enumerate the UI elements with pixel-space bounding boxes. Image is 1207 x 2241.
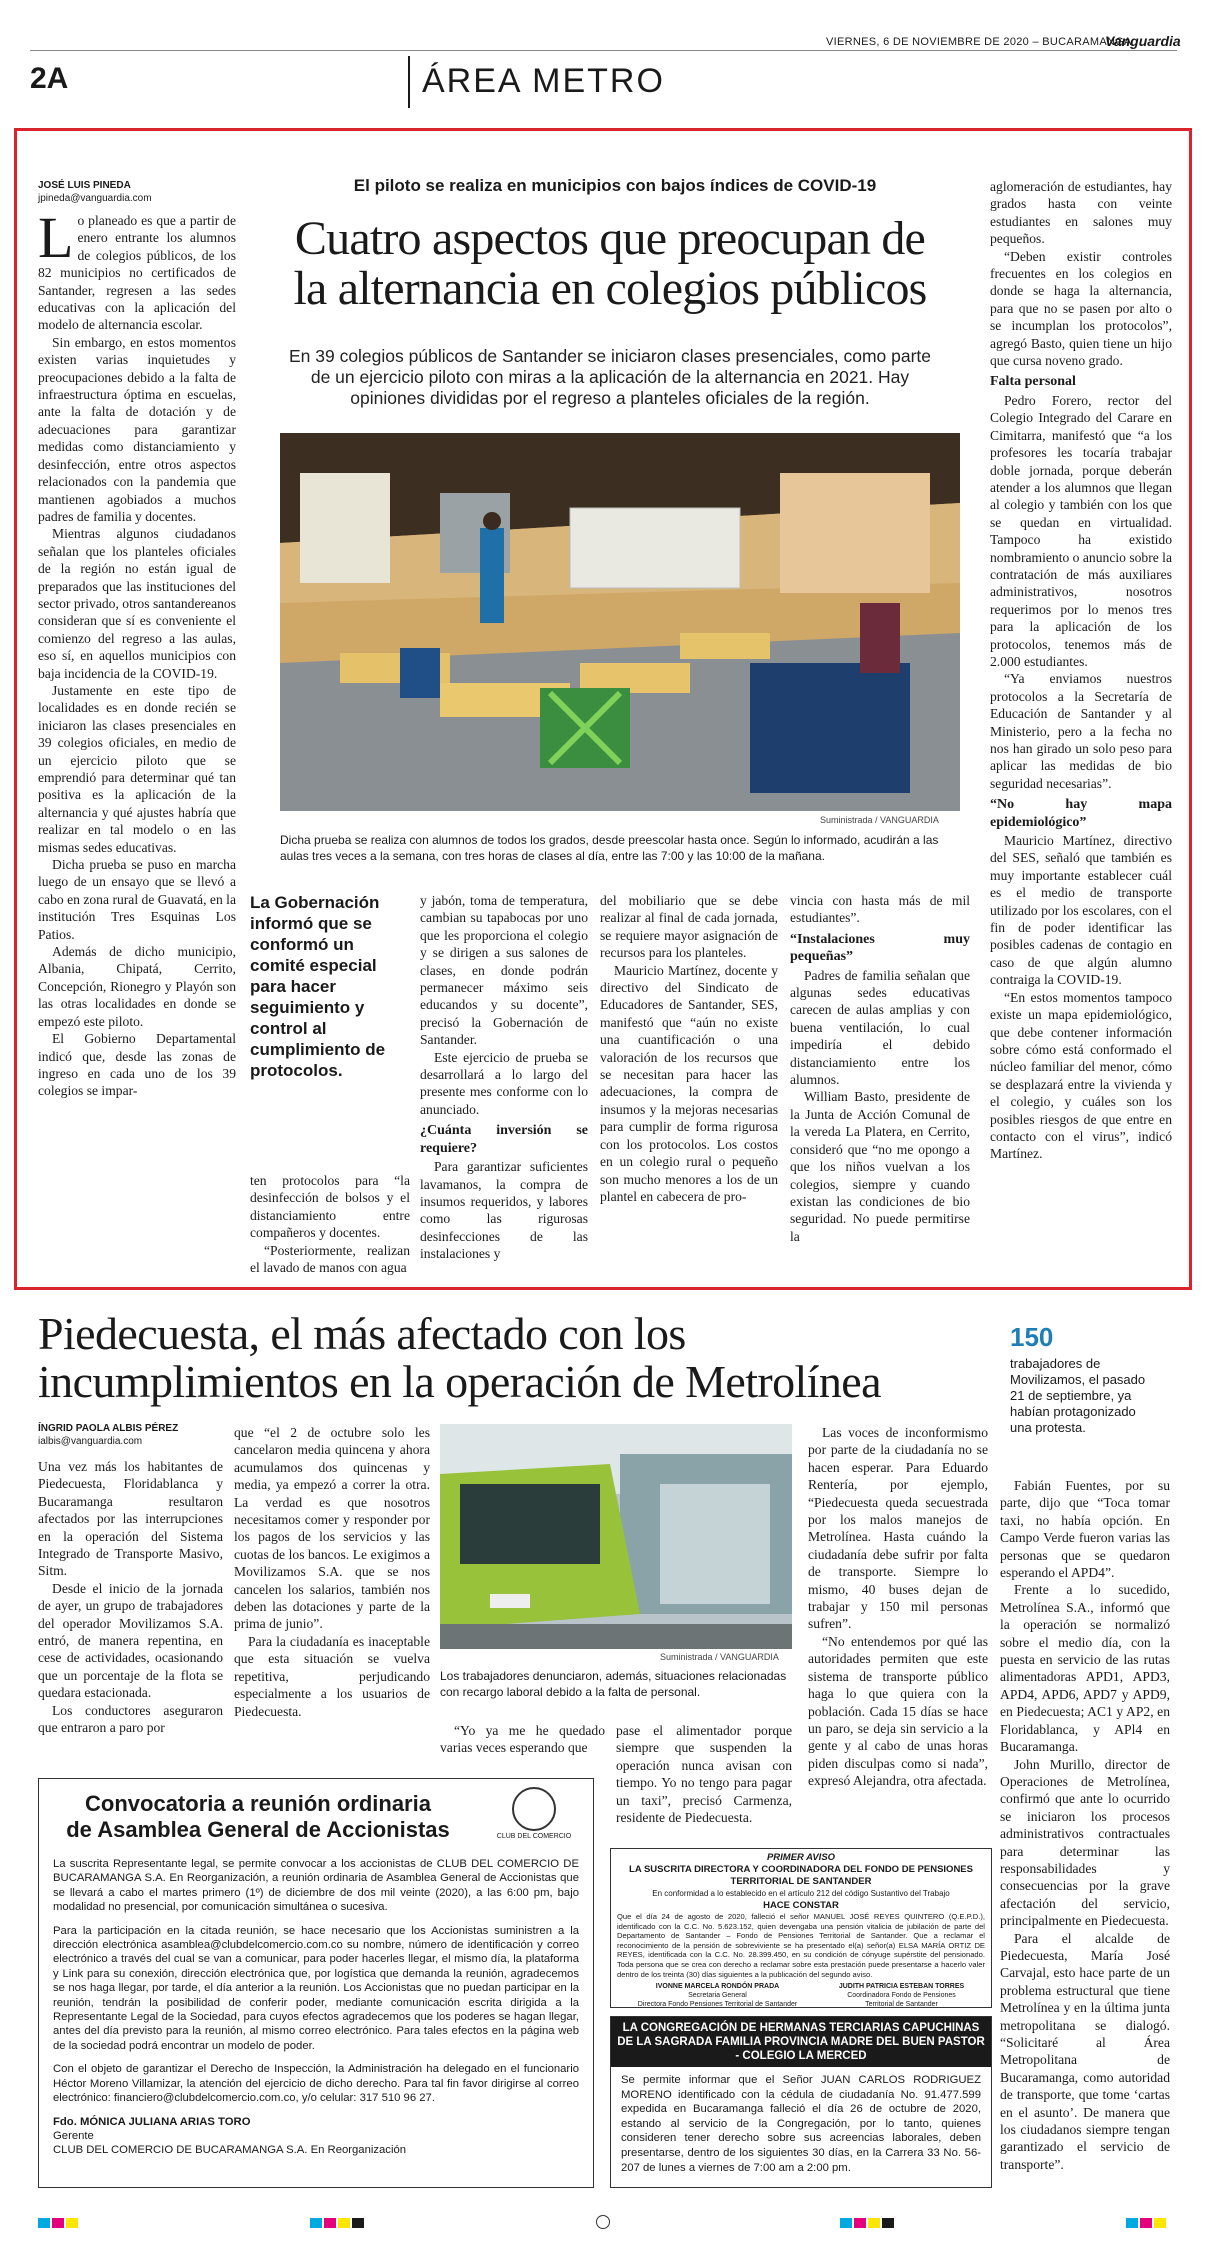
color-swatch-group [840, 2215, 896, 2227]
article1-headline-line1: Cuatro aspectos que preocupan de [294, 212, 926, 265]
article2-paragraph: Los conductores aseguraron que entraron a paro por [38, 1702, 223, 1736]
article2-column-2 [234, 1424, 430, 1769]
article1-paragraph: “Ya enviamos nuestros protocolos a la Secretaría de Educación de Santander y al Ministerio, pero a la fecha no nos han girado un solo peso para aplicar las medidas de bio seguridad necesarias”. [990, 671, 1172, 791]
article2-column-5 [808, 1424, 988, 1814]
article1-paragraph: Este ejercicio de prueba se desarrollará a lo largo del presente mes conforme con lo anunciado. [420, 1049, 588, 1117]
header-divider [408, 56, 410, 108]
article1-headline [240, 214, 980, 314]
article1-column-3 [420, 892, 588, 1277]
article1-paragraph: vincia con hasta más de mil estudiantes”. [790, 893, 970, 926]
ad2-signatures [617, 1982, 985, 2009]
article2-column-1 [38, 1458, 223, 1768]
article2-stat-number: 150 [1010, 1322, 1054, 1352]
article1-column-4 [600, 892, 778, 1277]
ad1-title-line2: de Asamblea General de Accionistas [66, 1817, 450, 1842]
article1-column-5 [790, 892, 970, 1277]
ad2-signature-2 [839, 1982, 964, 2009]
ad1-paragraph-3: Con el objeto de garantizar el Derecho de Inspección, la Administración ha delegado en el funcionario Héctor Moreno Villamizar, la atención del ejercicio de dicho derecho. Para tal fin favor dirigirse al correo electrónico: financiero@clubdelcomercio.com.co, y/o celular: 317 510 96 27. [53, 2063, 579, 2105]
article2-paragraph: que “el 2 de octubre solo les cancelaron media quincena y ahora acumulamos dos quincenas y media, ya empezó a correr la otra. La verdad es que nosotros necesitamos comer y responder por los pagos de los servicios y las cuotas de los bancos. Le exigimos a Movilizamos S.A. que se nos cancelen los salarios, también nos deben las dotaciones y parte de la prima de junio”. [234, 1425, 430, 1632]
article2-headline-line2: incumplimientos en la operación de Metrolínea [38, 1356, 881, 1407]
article2-headline [38, 1310, 1018, 1406]
article1-paragraph: ten protocolos para “la desinfección de bolsos y el distanciamiento entre compañeros y docentes. [250, 1173, 410, 1241]
article2-paragraph: Frente a lo sucedido, Metrolínea S.A., informó que la operación se normalizó sobre el medio día, con la puesta en servicio de las rutas alimentadoras APD1, APD3, APD4, APD6, APD7 y APD9, en Piedecuesta; AC1 y AP2, en Floridablanca, y APl4 en Bucaramanga. [1000, 1582, 1170, 1755]
article1-pullquote: La Gobernación informó que se conformó un comité especial para hacer seguimiento y control al cumplimiento de protocolos. [250, 893, 386, 1080]
ad1-title-line1: Convocatoria a reunión ordinaria [85, 1791, 431, 1816]
article1-paragraph: Mauricio Martínez, directivo del SES, señaló que también es muy importante establecer cuál es el medio de transporte utilizado por los escolares, con el fin de poder identificar las posibles cadenas de contagio en caso de que algún alumno contraiga la COVID-19. [990, 833, 1172, 988]
article1-headline-line2: la alternancia en colegios públicos [293, 262, 927, 315]
article1-paragraph: El Gobierno Departamental indicó que, desde las zonas de ingreso en cada uno de los 39 colegios se impar- [38, 1031, 236, 1099]
article1-email: jpineda@vanguardia.com [38, 193, 152, 204]
brand-logo: Vanguardia [1105, 33, 1181, 49]
article1-paragraph: Mauricio Martínez, docente y directivo del Sindicato de Educadores de Santander, SES, manifestó que “aún no existe una cuantificación o una valoración de los recursos que se necesitan para hacer las adecuaciones, la compra de insumos y la mejoras necesarias para cumplir de forma rigurosa con los protocolos. Los costos en un colegio rural o pequeño son mucho menores a los de un plantel en cabecera de pro- [600, 962, 778, 1204]
article1-column-2 [250, 1172, 410, 1276]
ad2-hace: HACE CONSTAR [763, 1900, 839, 1911]
section-title: ÁREA METRO [422, 62, 665, 100]
congregation-notice [610, 2016, 992, 2188]
article1-paragraph: Pedro Forero, rector del Colegio Integrado del Carare en Cimitarra, manifestó que “a los profesores les tocaría trabajar doble jornada, porque deberán atender a los alumnos que llegan al colegio y también con los que se quedan en virtualidad. Tampoco ha existido nombramiento o anuncio sobre la contratación de más auxiliares administrativos, nosotros requerimos por lo menos tres para la aplicación de los protocolos, tenemos más de 2.000 estudiantes. [990, 392, 1172, 669]
ad2-sign2-role: Coordinadora Fondo de Pensiones [847, 1992, 956, 2000]
color-swatch-group [38, 2215, 80, 2227]
ad1-body [53, 1857, 579, 2158]
article1-subhead-personal: Falta personal [990, 374, 1076, 390]
article2-stat-text: trabajadores de Movilizamos, el pasado 21 de septiembre, ya habían protagonizado una protesta. [1010, 1356, 1146, 1435]
ad2-sign1-role: Secretaria General [688, 1992, 747, 2000]
ad2-signature-1 [638, 1982, 797, 2009]
article2-column-6 [1000, 1477, 1170, 2187]
article1-subhead-inversion: ¿Cuánta inversión se requiere? [420, 1123, 588, 1156]
article2-photo-credit: Suministrada / VANGUARDIA [660, 1652, 779, 1662]
article2-paragraph: Las voces de inconformismo por parte de la ciudadanía no se hacen esperar. Para Eduardo Rentería, por ejemplo, “Piedecuesta queda secuestrada por los malos manejos de Metrolínea. Hasta cuándo la ciudadanía debe sufrir por falta de transporte. Siempre lo mismo, 40 buses dejan de trabajar y 150 mil personas sufren”. [808, 1425, 988, 1632]
ad1-signature-name: Fdo. MÓNICA JULIANA ARIAS TORO [53, 2115, 251, 2128]
article1-paragraph: o planeado es que a partir de enero entrante los alumnos de colegios públicos, de los 82 municipios no certificados de Santander, regresen a las sedes educativas con la aplicación del modelo de alternancia escolar. [38, 213, 236, 333]
article1-paragraph: “Deben existir controles frecuentes en los colegios en donde se haga la alternancia, para que no se pasen por alto o se incumplan los protocolos”, agregó Basto, quien tiene un hijo que cursa noveno grado. [990, 248, 1172, 369]
article2-email: ialbis@vanguardia.com [38, 1436, 143, 1447]
article1-dropcap: L [38, 205, 74, 270]
article1-paragraph: del mobiliario que se debe realizar al final de cada jornada, se requiere mayor asignación de recursos para los planteles. [600, 893, 778, 961]
ad2-sub: En conformidad a lo establecido en el artículo 212 del código Sustantivo del Trabajo [652, 1889, 950, 1898]
ad1-paragraph-1: La suscrita Representante legal, se permite convocar a los accionistas de CLUB DEL COMERCIO DE BUCARAMANGA S.A. En Reorganización, a reunión ordinaria de Asamblea General de Accionistas que se llevará a cabo el martes primero (1º) de diciembre de dos mil veinte (2020), a las 6:00 pm, bajo modalidad no presencial, por comunicación simultánea o sucesiva. [53, 1858, 579, 1914]
color-swatch-group [310, 2215, 366, 2227]
club-comercio-logo [489, 1787, 579, 1840]
article1-paragraph: Sin embargo, en estos momentos existen varias inquietudes y preocupaciones debido a la falta de infraestructura óptima en escuelas, ante la falta de dotación y de adecuaciones para garantizar medidas como distanciamiento y desinfección, entre otros aspectos relacionados con la pandemia que mantienen agobiados a muchos padres de familia y docentes. [38, 334, 236, 524]
club-comercio-ad [38, 1778, 594, 2188]
article1-deck: En 39 colegios públicos de Santander se iniciaron clases presenciales, como parte de un ejercicio piloto con miras a la aplicación de la alternancia en 2021. Hay opiniones divididas por el regreso a planteles oficiales de la región. [288, 346, 932, 408]
article2-paragraph: Desde el inicio de la jornada de ayer, un grupo de trabajadores del operador Movilizamos S.A. entró, de manera repentina, en cese de actividades, ocasionando que un porcentaje de la flota se quedara estacionada. [38, 1580, 223, 1701]
article2-caption: Los trabajadores denunciaron, además, situaciones relacionadas con recargo laboral debido a la falta de personal. [440, 1669, 787, 1699]
article1-paragraph: Además de dicho municipio, Albania, Chipatá, Cerrito, Concepción, Rionegro y Playón son las otras localidades en donde se empezó este piloto. [38, 944, 236, 1029]
article1-kicker: El piloto se realiza en municipios con bajos índices de COVID-19 [353, 176, 877, 195]
ad2-label: PRIMER AVISO [766, 1852, 836, 1863]
ad2-title: LA SUSCRITA DIRECTORA Y COORDINADORA DEL FONDO DE PENSIONES TERRITORIAL DE SANTANDER [629, 1864, 973, 1887]
article1-column-1 [38, 205, 236, 1277]
ad2-sign2-name: JUDITH PATRICIA ESTEBAN TORRES [838, 1983, 965, 1991]
article1-column-6 [990, 178, 1172, 1278]
article1-paragraph: “Posteriormente, realizan el lavado de manos con agua [250, 1242, 410, 1276]
ad1-paragraph-2: Para la participación en la citada reunión, se hace necesario que los Accionistas suministren a la dirección electrónica asamblea@clubdelcomercio.com.co su nombre, número de identificación y correo electrónico a través del cual se van a comunicar, para poder hacerles llegar, el mismo día, la plataforma y Link para su conexión, dirección electrónica que, por logística que demanda la reunión, agradecemos se nos haga llegar, por tarde, el día anterior a la reunión. Los Accionistas que no puedan participar en la reunión, tendrán la posibilidad de conferir poder, mediante comunicación escrita dirigida a la Representante Legal de la Sociedad, para cuyos efectos agradecemos que los poderes se hagan llegar, antes del día previsto para la reunión, al mismo correo electrónico. Para tales efectos en la página web de la sociedad podrá encontrar un modelo de poder. [53, 1924, 579, 2052]
article2-author: ÍNGRID PAOLA ALBIS PÉREZ [38, 1423, 179, 1434]
color-swatch-group [1126, 2215, 1168, 2227]
article1-paragraph: aglomeración de estudiantes, hay grados hasta con veinte estudiantes en salones muy pequeños. [990, 179, 1172, 247]
article1-paragraph: “En estos momentos tampoco existe un mapa epidemiológico, que debe contener información sobre cómo está conformado el núcleo familiar del menor, cómo se desplazará entre la vivienda y el colegio, y cuáles son los posibles riesgos de que entre en contacto con el virus”, indicó Martínez. [990, 989, 1172, 1162]
ad2-sign1-name: IVONNE MARCELA RONDÓN PRADA [655, 1983, 780, 1991]
article2-paragraph: “Yo ya me he quedado varias veces esperando que [440, 1723, 605, 1756]
registration-mark-icon [596, 2215, 610, 2229]
classroom-photo [280, 433, 960, 811]
article1-caption: Dicha prueba se realiza con alumnos de todos los grados, desde preescolar hasta once. Según lo informado, acudirán a las aulas tres veces a la semana, con tres horas de clases al día, entre las 7:00 y las 10:00 de la mañana. [280, 833, 939, 863]
dateline: VIERNES, 6 DE NOVIEMBRE DE 2020 – BUCARAMANGA [826, 36, 1132, 48]
ad3-title: LA CONGREGACIÓN DE HERMANAS TERCIARIAS CAPUCHINAS DE LA SAGRADA FAMILIA PROVINCIA MADRE DEL BUEN PASTOR - COLEGIO LA MERCED [611, 2017, 991, 2067]
article2-paragraph: John Murillo, director de Operaciones de Metrolínea, confirmó que ante lo ocurrido se iniciaron los procesos administrativos contractuales para determinar las responsabilidades y consecuencias por la grave afectación del servicio, principalmente en Piedecuesta. [1000, 1756, 1170, 1929]
club-comercio-emblem-icon [512, 1787, 556, 1831]
article1-paragraph: Justamente en este tipo de localidades es en donde recién se iniciaron las clases presenciales en 39 colegios oficiales, en medio de un ejercicio piloto que se emprendió para determinar qué tan positiva es la aplicación de la alternancia y qué ajustes habría que realizar en tal modelo o en las mismas sedes educativas. [38, 682, 236, 855]
article1-paragraph: Para garantizar suficientes lavamanos, la compra de insumos requeridos, y labores como las rigurosas desinfecciones de las instalaciones y [420, 1159, 588, 1262]
ad2-sign1-org: Directora Fondo Pensiones Territorial de Santander [637, 2001, 798, 2009]
club-comercio-logo-text: CLUB DEL COMERCIO [496, 1833, 572, 1840]
article1-paragraph: Dicha prueba se puso en marcha luego de un ensayo que se llevó a cabo en zona rural de Guavatá, en la institución Tres Esquinas Los Patios. [38, 857, 236, 942]
header-rule [30, 50, 1177, 51]
ad1-title [53, 1791, 463, 1843]
article2-paragraph: Para la ciudadanía es inaceptable que esta situación se vuelva repetitiva, perjudicando especialmente a los usuarios de Piedecuesta. [234, 1633, 430, 1719]
ad2-sign2-org: Territorial de Santander [865, 2001, 938, 2009]
article2-paragraph: Una vez más los habitantes de Piedecuesta, Floridablanca y Bucaramanga resultaron afectados por las interrupciones en la operación del Sistema Integrado de Transporte Masivo, Sitm. [38, 1459, 223, 1579]
article1-photo-credit: Suministrada / VANGUARDIA [820, 815, 939, 825]
article1-paragraph: Mientras algunos ciudadanos señalan que los planteles oficiales de la región no están igual de preparados que las instituciones del sector privado, otros santandereanos consideran que sí es conveniente el comienzo del regreso a las aulas, eso sí, en aquellos municipios con baja incidencia de la COVID-19. [38, 526, 236, 681]
ad1-signature-org: CLUB DEL COMERCIO DE BUCARAMANGA S.A. En Reorganización [53, 2144, 407, 2157]
article1-paragraph: Padres de familia señalan que algunas sedes educativas carecen de aulas amplias y con buena ventilación, lo cual impediría el debido distanciamiento entre los alumnos. [790, 967, 970, 1088]
article2-paragraph: Para el alcalde de Piedecuesta, María José Carvajal, esto hace parte de un problema estructural que tiene Metrolínea y en la última junta metropolitana se dialogó. “Solicitaré al Área Metropolitana de Bucaramanga, como autoridad de transporte, que tome ‘cartas en el asunto’. De manera que los ciudadanos siempre tengan garantizado el servicio de transporte”. [1000, 1930, 1170, 2172]
ad1-signature-role: Gerente [53, 2129, 94, 2142]
article1-paragraph: y jabón, toma de temperatura, cambian su tapabocas por uno que les proporciona el colegio y se dirigen a sus salones de clases, en donde podrán permanecer máximo seis educandos y su docente”, precisó la Gobernación de Santander. [420, 893, 588, 1048]
page-number: 2A [30, 62, 69, 95]
article1-author: JOSÉ LUIS PINEDA [38, 180, 131, 191]
pension-fund-notice [610, 1848, 992, 2008]
article2-paragraph: Fabián Fuentes, por su parte, dijo que “Toca tomar taxi, no había opción. En Campo Verde fueron varias las personas que se quedaron esperando el APD4”. [1000, 1478, 1170, 1581]
article2-headline-line1: Piedecuesta, el más afectado con los [38, 1308, 686, 1359]
bus-photo [440, 1424, 792, 1649]
article1-subhead-mapa: “No hay mapa epidemiológico” [990, 797, 1172, 830]
ad3-body: Se permite informar que el Señor JUAN CARLOS RODRIGUEZ MORENO identificado con la cédula de ciudadanía No. 91.477.599 expedida en Bucaramanga falleció el día 26 de octubre de 2020, estando al servicio de la Congregación, por lo tanto, quienes consideren tener derecho sobre sus acreencias laborales, deben presentarse, dentro de los siguientes 30 días, en la Carrera 33 No. 56-207 de lunes a viernes de 7:00 am a 2:00 pm. [621, 2074, 981, 2174]
article2-column-3 [440, 1722, 605, 1772]
article2-paragraph: “No entendemos por qué las autoridades permiten que este sistema de transporte público haga lo que quiera con la población. Cada 15 días se hace un paro, se deja sin servicio a la gente y al cabo de unas horas piden disculpas como si nada”, expresó Alejandra, otra afectada. [808, 1633, 988, 1789]
article2-paragraph: pase el alimentador porque siempre que suspenden la operación nunca avisan con tiempo. Yo no tengo para pagar un taxi”, precisó Carmenza, residente de Piedecuesta. [616, 1723, 792, 1826]
article1-paragraph: William Basto, presidente de la Junta de Acción Comunal de la vereda La Platera, en Cerrito, consideró que “no me opongo a que los niños vuelvan a los colegios, siempre y cuando existan las condiciones de bio seguridad. No puede permitirse la [790, 1089, 970, 1244]
ad2-body: Que el día 24 de agosto de 2020, falleció el señor MANUEL JOSÉ REYES QUINTERO (Q.E.P.D.), identificado con la C.C. No. 5.623.152, quien devengaba una pensión vitalicia de jubilación de parte del Departamento de Santander – Fondo de Pensiones Territorial de Santander. Que a reclamar el reconocimiento de la pensión de sobreviviente se ha presentado el(a) señor(a) ELSA MARÍA ORTIZ DE REYES, identificada con la C.C. No. 28.399.450, en su condición de cónyuge supérstite del pensionado. Toda persona que se crea con derecho a reclamar sobre esta prestación puede presentarse a hacerlo valer dentro de los treinta (30) días siguientes a la publicación del segundo aviso. [617, 1912, 985, 1979]
article2-column-4 [616, 1722, 792, 1826]
print-color-bar [38, 2215, 1168, 2227]
article1-subhead-pequenas: “Instalaciones muy pequeñas” [790, 931, 970, 965]
